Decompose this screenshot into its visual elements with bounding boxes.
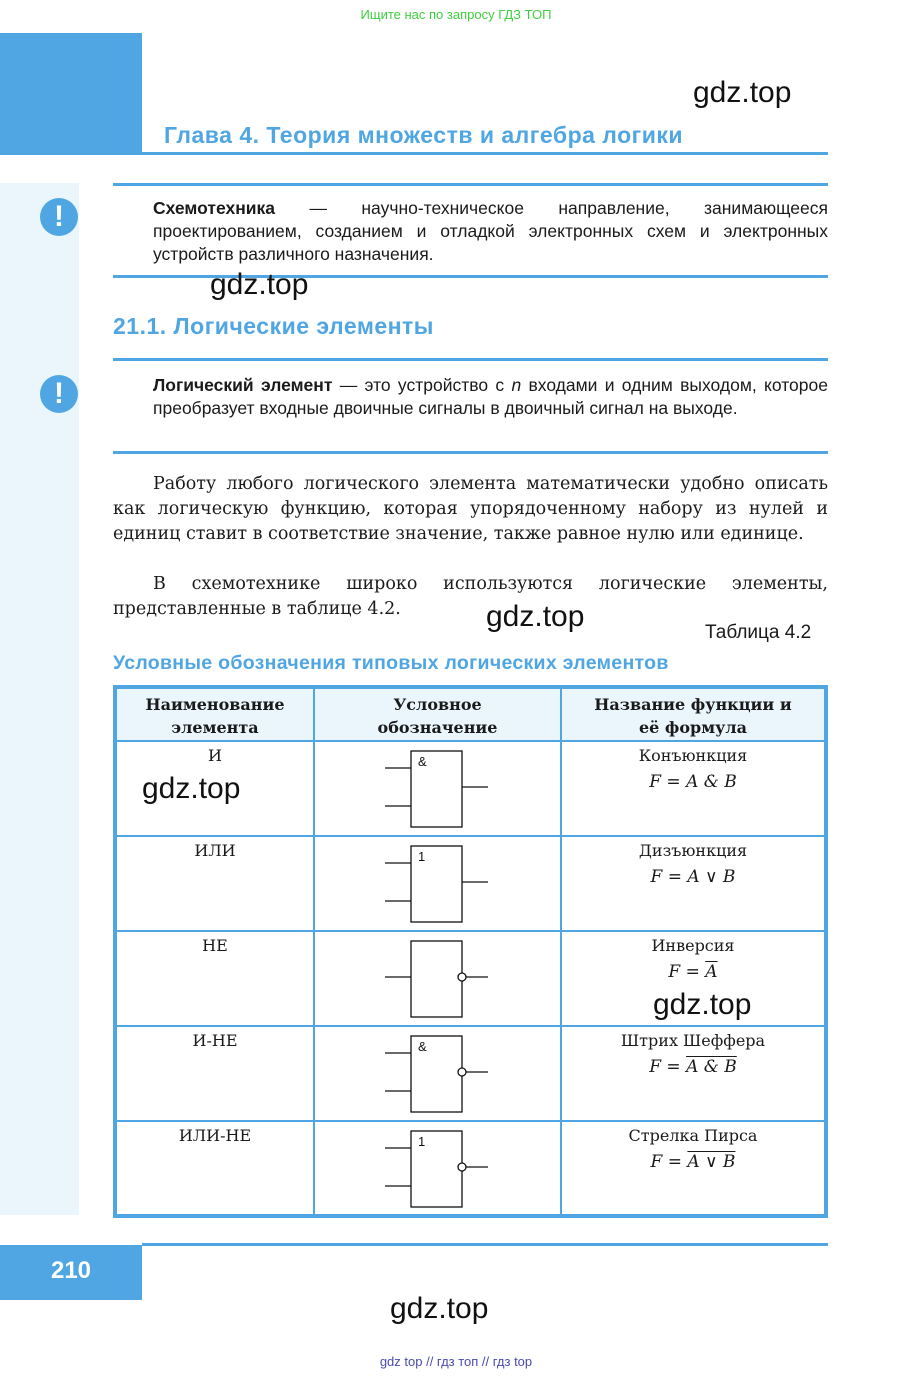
function-formula: F = A ∨ B	[650, 1152, 736, 1172]
function-formula: F = A & B	[649, 772, 737, 792]
element-name: И-НЕ	[115, 1026, 314, 1121]
logic-elements-table	[113, 685, 828, 1218]
table-row	[115, 1026, 826, 1121]
header-name: Наименование элемента	[115, 687, 314, 741]
divider	[113, 358, 828, 361]
header-function: Название функции и её формула	[561, 687, 826, 741]
corner-block	[0, 33, 142, 155]
page-number: 210	[0, 1245, 142, 1300]
paragraph: В схемотехнике широко используются логические элементы, представленные в таблице 4.2.	[113, 574, 828, 619]
function-name: Стрелка Пирса	[628, 1126, 758, 1145]
element-name: И	[115, 741, 314, 836]
gate-symbol-cell	[314, 836, 561, 931]
element-name: ИЛИ-НЕ	[115, 1121, 314, 1216]
section-title: 21.1. Логические элементы	[113, 313, 434, 339]
function-formula: F = A ∨ B	[650, 867, 736, 887]
watermark: gdz.top	[390, 1292, 489, 1325]
gate-label: 1	[418, 1134, 426, 1149]
header-rule	[142, 152, 828, 155]
gate-symbol-cell	[314, 1026, 561, 1121]
function-cell	[561, 1026, 826, 1121]
footer-rule	[142, 1243, 828, 1246]
logic-gate-icon	[385, 845, 491, 925]
side-strip	[0, 183, 79, 1215]
function-name: Инверсия	[651, 936, 735, 955]
table-title: Условные обозначения типовых логических элементов	[113, 652, 669, 674]
exclamation-icon: !	[40, 375, 78, 413]
function-name: Конъюнкция	[638, 746, 748, 765]
function-formula: F = A & B	[649, 1057, 737, 1077]
function-cell	[561, 1121, 826, 1216]
function-name: Штрих Шеффера	[620, 1031, 766, 1050]
function-cell	[561, 836, 826, 931]
gate-symbol-cell	[314, 1121, 561, 1216]
gate-label: 1	[418, 849, 426, 864]
divider	[113, 183, 828, 186]
watermark: gdz.top	[210, 268, 309, 301]
watermark: gdz.top	[142, 772, 241, 805]
logic-gate-icon	[385, 1035, 491, 1115]
top-note: Ищите нас по запросу ГДЗ ТОП	[360, 7, 552, 22]
table-row	[115, 836, 826, 931]
element-name: ИЛИ	[115, 836, 314, 931]
logic-gate-icon	[385, 940, 491, 1020]
gate-symbol-cell	[314, 931, 561, 1026]
watermark: gdz.top	[653, 988, 752, 1021]
header-symbol: Условное обозначение	[314, 687, 561, 741]
paragraph: Работу любого логического элемента математически удобно описать как логическую функцию, которая упорядоченному набору из нулей и единиц ставит в соответствие значение, также равное нулю или единице.	[113, 474, 828, 544]
exclamation-icon: !	[40, 198, 78, 236]
gate-label: &	[418, 754, 427, 769]
logic-gate-icon	[385, 750, 491, 830]
chapter-title: Глава 4. Теория множеств и алгебра логики	[164, 122, 684, 148]
function-formula: $F = \overline{A}$	[668, 962, 718, 982]
function-name: Дизъюнкция	[638, 841, 748, 860]
function-cell	[561, 741, 826, 836]
gate-label: &	[418, 1039, 427, 1054]
gate-symbol-cell	[314, 741, 561, 836]
divider	[113, 451, 828, 454]
logic-gate-icon	[385, 1130, 491, 1210]
definition-logic-element: Логический элемент — это устройство с n входами и одним выходом, которое преобразует входные двоичные сигналы в двоичный сигнал на выходе.	[153, 375, 828, 418]
watermark: gdz.top	[486, 600, 585, 633]
watermark: gdz.top	[693, 76, 792, 109]
table-caption: Таблица 4.2	[705, 622, 812, 643]
definition-schematics: Схемотехника — научно-техническое направление, занимающееся проектированием, созданием и отладкой электронных схем и электронных устройств различного назначения.	[153, 198, 828, 264]
element-name: НЕ	[115, 931, 314, 1026]
table-row	[115, 1121, 826, 1216]
footer-links: gdz top // гдз топ // гдз top	[379, 1354, 533, 1369]
